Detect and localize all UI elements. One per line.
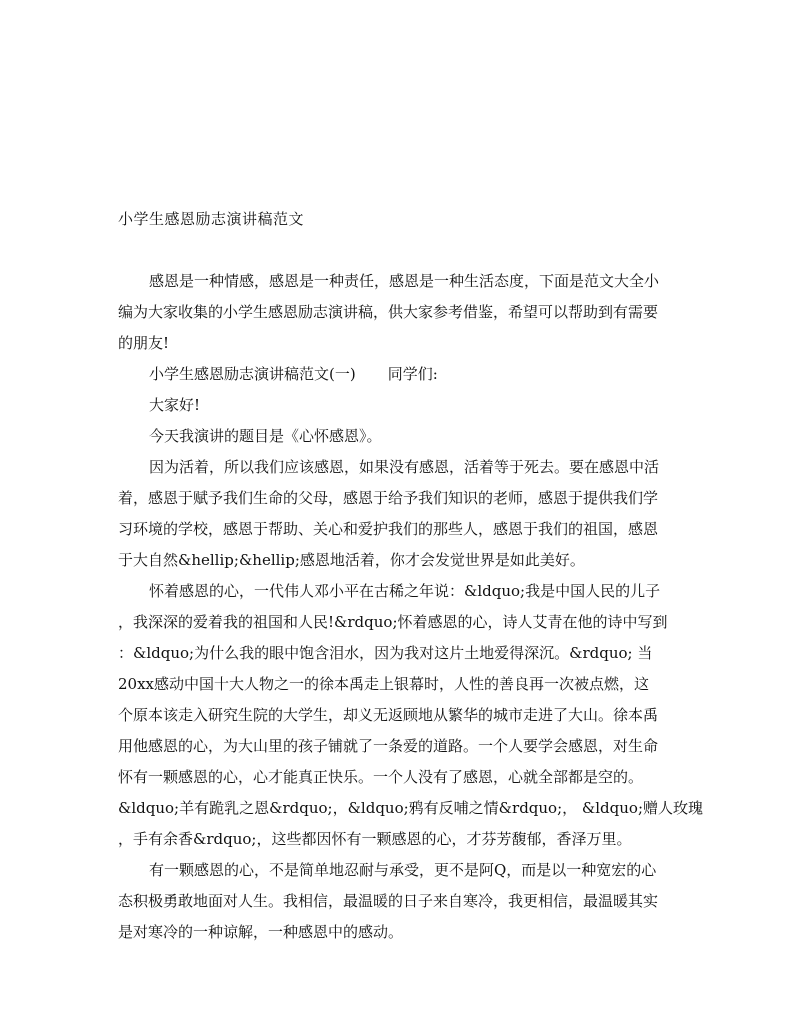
greeting: 同学们: <box>387 365 438 383</box>
paragraph-line: 编为大家收集的小学生感恩励志演讲稿，供大家参考借鉴，希望可以帮助到有需要 <box>118 303 659 321</box>
paragraph-line: 大家好! <box>149 396 201 414</box>
paragraph-line: ，手有余香&rdquo;，这些都因怀有一颗感恩的心，才芬芳馥郁，香泽万里。 <box>118 830 632 848</box>
paragraph-line: ，我深深的爱着我的祖国和人民!&rdquo;怀着感恩的心，诗人艾青在他的诗中写到 <box>118 613 668 631</box>
paragraph-line: 习环境的学校，感恩于帮助、关心和爱护我们的那些人，感恩于我们的祖国，感恩 <box>118 520 659 538</box>
subheading: 小学生感恩励志演讲稿范文(一) <box>149 365 356 383</box>
paragraph-line: 个原本该走入研究生院的大学生，却义无返顾地从繁华的城市走进了大山。徐本禹 <box>118 706 659 724</box>
paragraph-line: 的朋友! <box>118 334 170 352</box>
paragraph-line: 今天我演讲的题目是《心怀感恩》。 <box>149 427 382 445</box>
paragraph-line: 于大自然&hellip;&hellip;感恩地活着，你才会发觉世界是如此美好。 <box>118 551 585 569</box>
paragraph-line: 是对寒冷的一种谅解，一种感恩中的感动。 <box>118 923 404 941</box>
document-title: 小学生感恩励志演讲稿范文 <box>118 210 305 228</box>
paragraph-line: 感恩是一种情感，感恩是一种责任，感恩是一种生活态度，下面是范文大全小 <box>149 272 660 290</box>
subheading-line <box>118 359 688 390</box>
paragraph-line: 因为活着，所以我们应该感恩，如果没有感恩，活着等于死去。要在感恩中活 <box>149 458 660 476</box>
paragraph-line: 怀有一颗感恩的心，心才能真正快乐。一个人没有了感恩，心就全部都是空的。 <box>118 768 644 786</box>
paragraph-line: 20xx感动中国十大人物之一的徐本禹走上银幕时，人性的善良再一次被点燃，这 <box>118 675 650 693</box>
paragraph-line: ：&ldquo;为什么我的眼中饱含泪水，因为我对这片土地爱得深沉。&rdquo; 当 <box>118 644 653 662</box>
document-body <box>118 266 704 948</box>
paragraph-line: 着，感恩于赋予我们生命的父母，感恩于给予我们知识的老师，感恩于提供我们学 <box>118 489 659 507</box>
paragraph-line: &ldquo;羊有跪乳之恩&rdquo;，&ldquo;鸦有反哺之情&rdquo;， &ldquo;赠人玫瑰 <box>118 799 704 817</box>
paragraph-line: 用他感恩的心，为大山里的孩子铺就了一条爱的道路。一个人要学会感恩，对生命 <box>118 737 659 755</box>
paragraph-line: 怀着感恩的心，一代伟人邓小平在古稀之年说：&ldquo;我是中国人民的儿子 <box>149 582 661 600</box>
paragraph-line: 态积极勇敢地面对人生。我相信，最温暖的日子来自寒冷，我更相信，最温暖其实 <box>118 892 659 910</box>
paragraph-line: 有一颗感恩的心，不是简单地忍耐与承受，更不是阿Q，而是以一种宽宏的心 <box>149 861 657 879</box>
